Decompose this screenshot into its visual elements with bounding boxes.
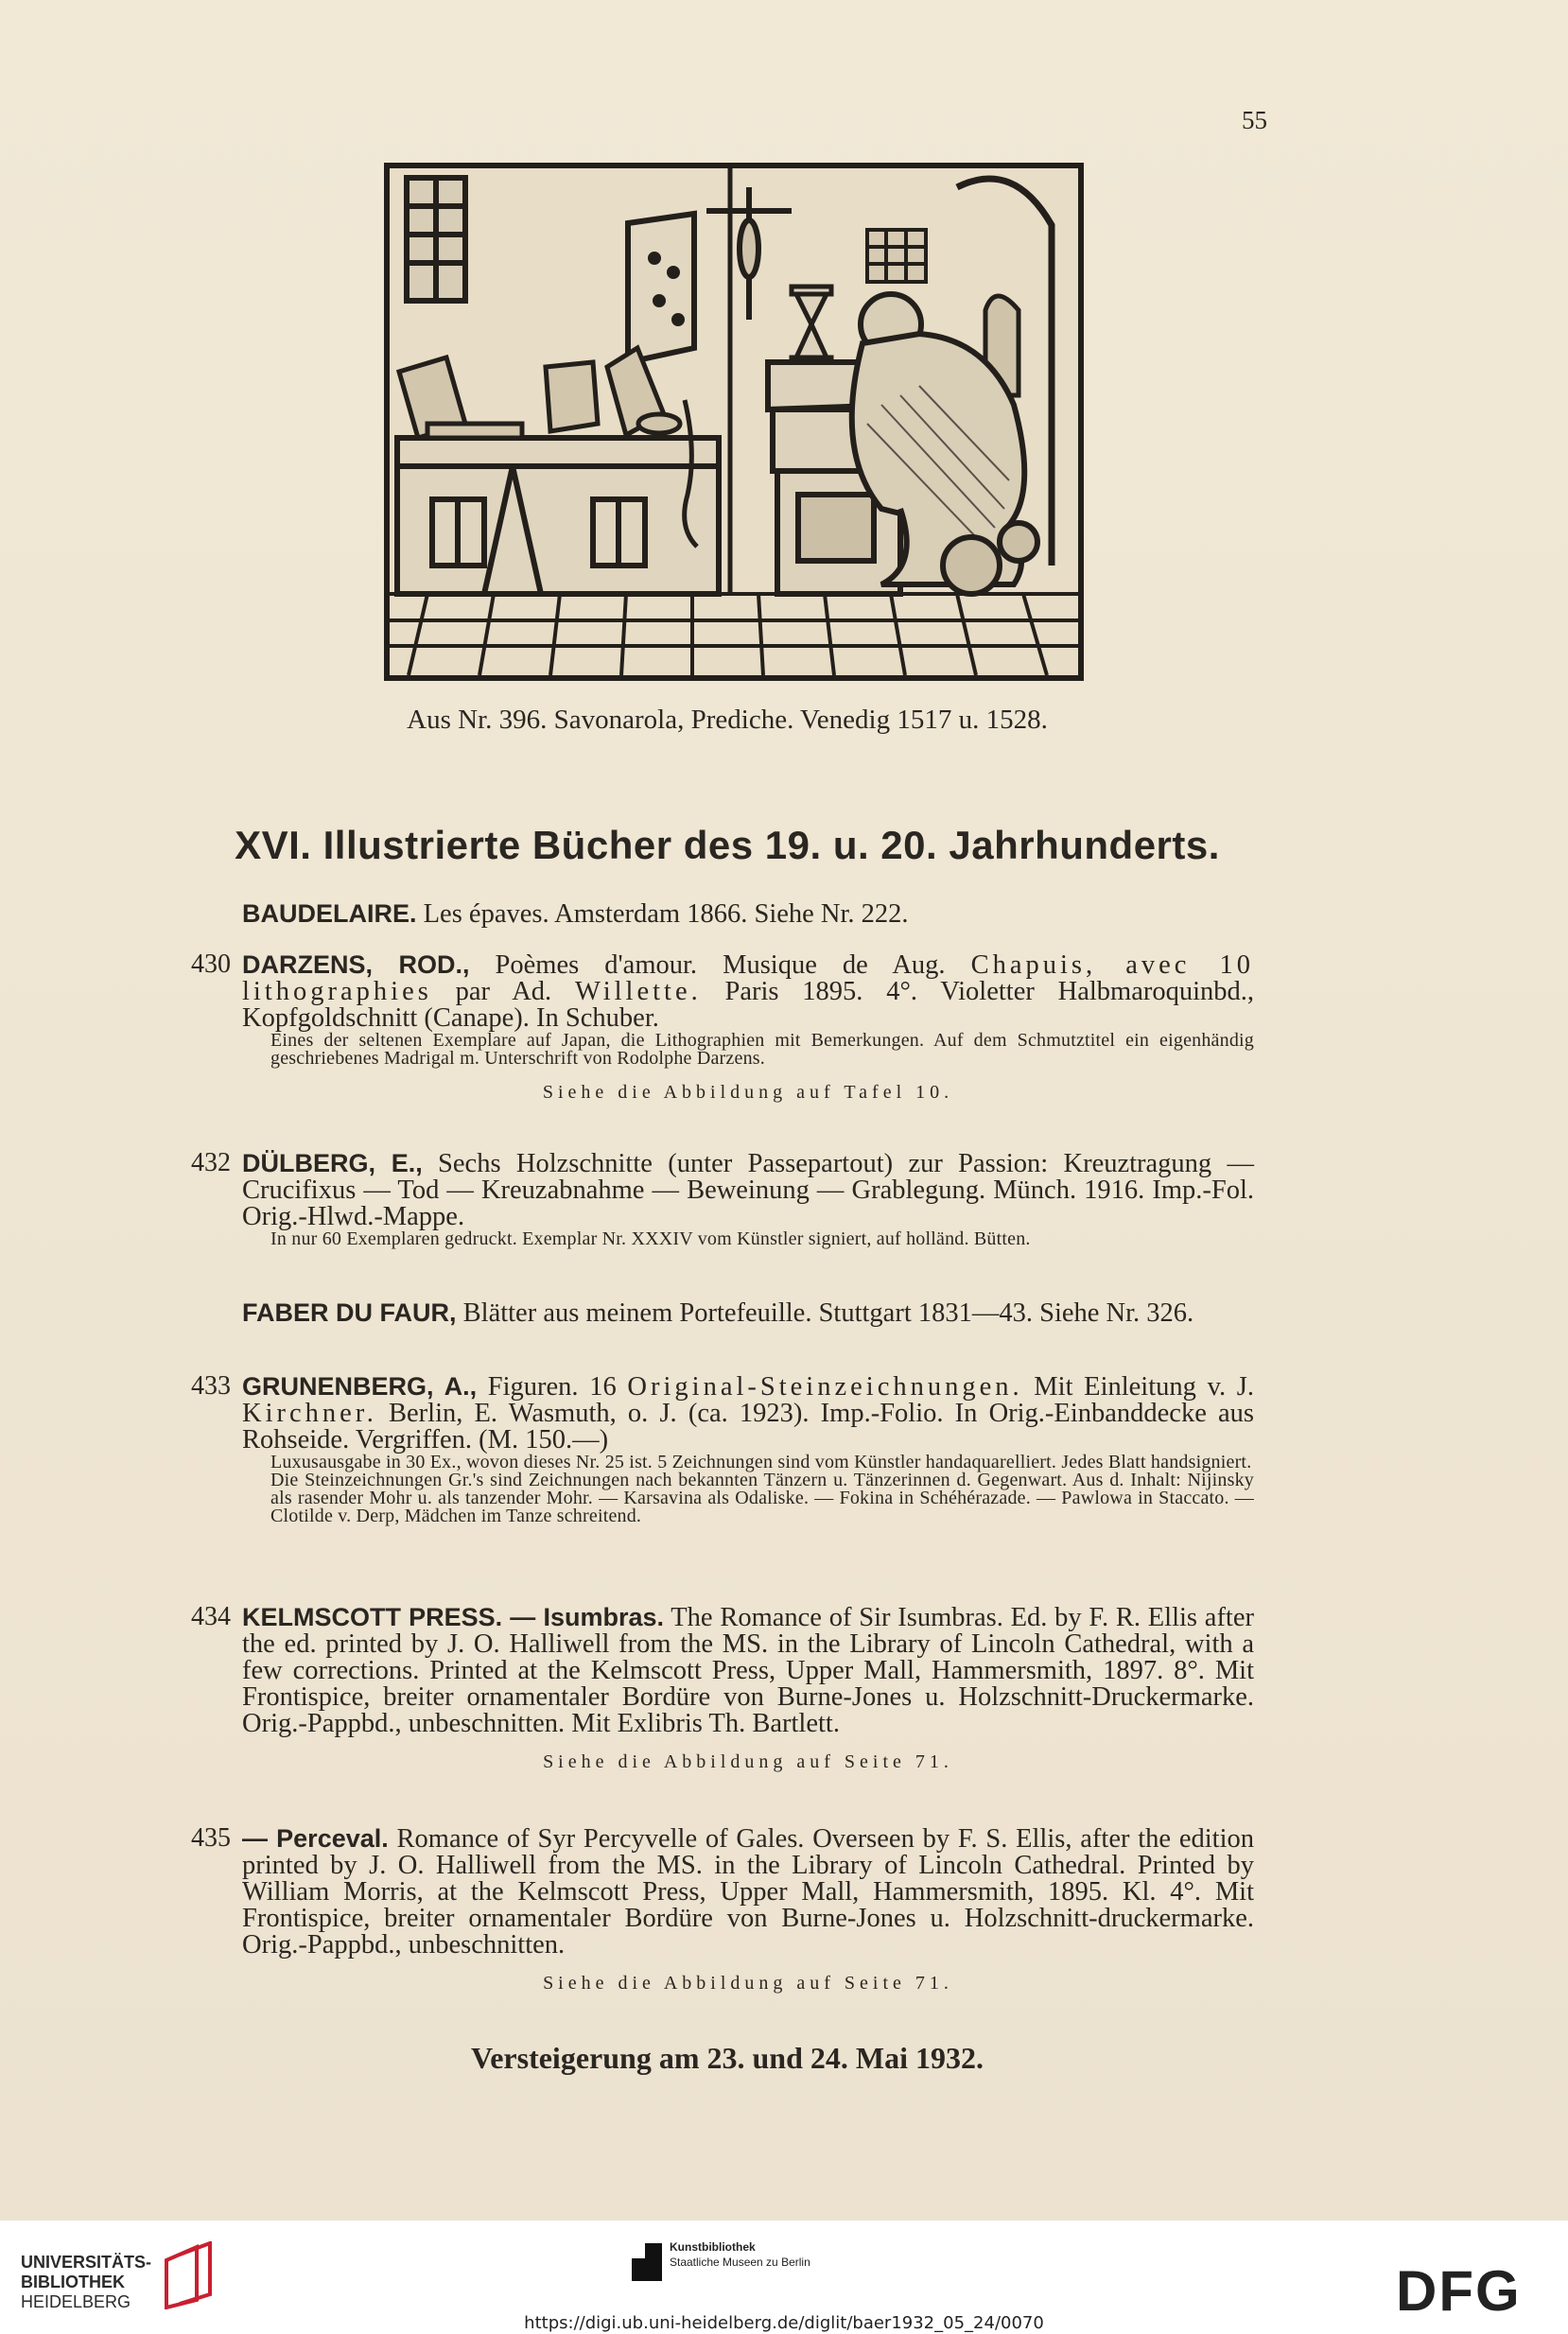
catalog-entry-faber [242,1299,1254,1327]
kunstbibliothek-logo[interactable] [670,2239,810,2270]
entry-body-spaced: Original-Steinzeichnungen. [627,1372,1023,1402]
catalog-entry-432 [191,1148,1255,1249]
auction-date-line: Versteigerung am 23. und 24. Mai 1932. [471,2041,984,2075]
entry-body-spaced: Willette. [574,977,702,1006]
scribe-woodcut-image [390,168,1078,675]
entry-body: par Ad. [431,977,575,1006]
catalog-entry-435 [191,1823,1254,1996]
entry-body: Poèmes d'amour. Musique de Aug. [495,950,971,980]
catalog-entry-434 [191,1602,1254,1775]
entry-body: Blätter aus meinem Portefeuille. Stuttgart 1831—43. Siehe Nr. 326. [462,1298,1194,1328]
permalink-url[interactable]: https://digi.ub.uni-heidelberg.de/diglit/baer1932_05_24/0070 [524,2313,1044,2333]
entry-head: DÜLBERG, E., [242,1149,423,1177]
entry-body: Sechs Holzschnitte (unter Passepartout) zur Passion: Kreuztragung — Crucifixus — Tod — Kreuzabnahme — Beweinung — Grablegung. Münch. 1916. Imp.-Fol. Orig.-Hlwd.-Mappe. [242,1149,1255,1231]
catalog-entry-baudelaire [242,900,1254,928]
viewer-footer [0,2221,1568,2334]
entry-number: 434 [191,1602,231,1631]
woodcut-illustration [384,163,1084,681]
entry-number: 432 [191,1148,231,1177]
catalog-entry-430 [191,949,1255,1106]
entry-head: KELMSCOTT PRESS. — Isumbras. [242,1603,664,1631]
ub-logo-line2: BIBLIOTHEK [21,2273,125,2291]
kb-logo-line1: Kunstbibliothek [670,2240,756,2254]
entry-head: BAUDELAIRE. [242,899,417,928]
entry-body: Romance of Syr Percyvelle of Gales. Overseen by F. S. Ellis, after the edition printed by J. O. Halliwell from the MS. in the Library of Lincoln Cathedral. Printed by William Morris, at the Kelmscott Press, Upper Mall, Hammersmith, 1895. Kl. 4°. Mit Frontispice, breiter ornamentaler Bordüre von Burne-Jones u. Holzschnitt-druckermarke. Orig.-Pappbd., unbeschnitten. [242,1824,1254,1960]
dfg-logo[interactable]: DFG [1396,2259,1522,2323]
entry-body: Berlin, E. Wasmuth, o. J. (ca. 1923). Imp.-Folio. In Orig.-Einbanddecke aus Rohseide. Vergriffen. (M. 150.—) [242,1399,1254,1454]
entry-body-spaced: Chapuis, avec 10 lithographies [242,950,1254,1006]
entry-head: DARZENS, ROD., [242,950,470,979]
ub-heidelberg-mark-icon [159,2241,218,2309]
ub-logo-line3: HEIDELBERG [21,2292,131,2311]
page-number: 55 [1242,106,1267,134]
entry-note: In nur 60 Exemplaren gedruckt. Exemplar Nr. XXXIV vom Künstler signiert, auf holländ. Bütten. [270,1228,1031,1249]
entry-note: Luxusausgabe in 30 Ex., wovon dieses Nr. 25 ist. 5 Zeichnungen sind vom Künstler handaquarelliert. Jedes Blatt handsigniert. [270,1452,1252,1472]
ub-logo-line1: UNIVERSITÄTS- [21,2253,152,2272]
see-also: Siehe die Abbildung auf Seite 71. [543,1973,953,1994]
illustration-caption: Aus Nr. 396. Savonarola, Prediche. Venedig 1517 u. 1528. [407,705,1048,735]
entry-head: — Perceval. [242,1824,389,1853]
entry-head: GRUNENBERG, A., [242,1372,478,1401]
ub-heidelberg-logo[interactable] [21,2253,151,2312]
entry-number: 435 [191,1823,231,1853]
entry-number: 430 [191,949,231,979]
entry-body: The Romance of Sir Isumbras. Ed. by F. R. Ellis after the ed. printed by J. O. Halliwell from the MS. in the Library of Lincoln Cathedral, with a few corrections. Printed at the Kelmscott Press, Upper Mall, Hammersmith, 1897. 8°. Mit Frontispice, breiter ornamentaler Bordüre von Burne-Jones u. Holzschnitt-Druckermarke. Orig.-Pappbd., unbeschnitten. Mit Exlibris Th. Bartlett. [242,1603,1254,1738]
section-title: XVI. Illustrierte Bücher des 19. u. 20. Jahrhunderts. [235,823,1220,867]
entry-note: Eines der seltenen Exemplare auf Japan, die Lithographien mit Bemerkungen. Auf dem Schmutztitel ein eigenhändig geschriebenes Madrigal m. Unterschrift von Rodolphe Darzens. [270,1030,1254,1069]
kunstbibliothek-mark-icon [632,2243,662,2281]
see-also: Siehe die Abbildung auf Seite 71. [543,1751,953,1772]
entry-body-spaced: Kirchner. [242,1399,377,1428]
entry-body: Les épaves. Amsterdam 1866. Siehe Nr. 222. [423,899,909,929]
see-also: Siehe die Abbildung auf Tafel 10. [542,1082,954,1103]
entry-note-2: Die Steinzeichnungen Gr.'s sind Zeichnungen nach bekannten Tänzern u. Tänzerinnen d. Gegenwart. Aus d. Inhalt: Nijinsky als rasender Mohr u. als tanzender Mohr. — Karsavina als Odaliske. — Fokina in Schéhérazade. — Pawlowa in Staccato. — Clotilde v. Derp, Mädchen im Tanze schreitend. [270,1470,1254,1526]
entry-head: FABER DU FAUR, [242,1298,457,1327]
kb-logo-line2: Staatliche Museen zu Berlin [670,2256,810,2269]
entry-body: Paris 1895. 4°. Violetter Halbmaroquinbd., Kopfgoldschnitt (Canape). In Schuber. [242,977,1255,1033]
entry-body: Mit Einleitung v. J. [1022,1372,1255,1402]
entry-body: Figuren. 16 [487,1372,628,1402]
entry-number: 433 [191,1371,231,1401]
catalog-entry-433 [191,1371,1255,1526]
